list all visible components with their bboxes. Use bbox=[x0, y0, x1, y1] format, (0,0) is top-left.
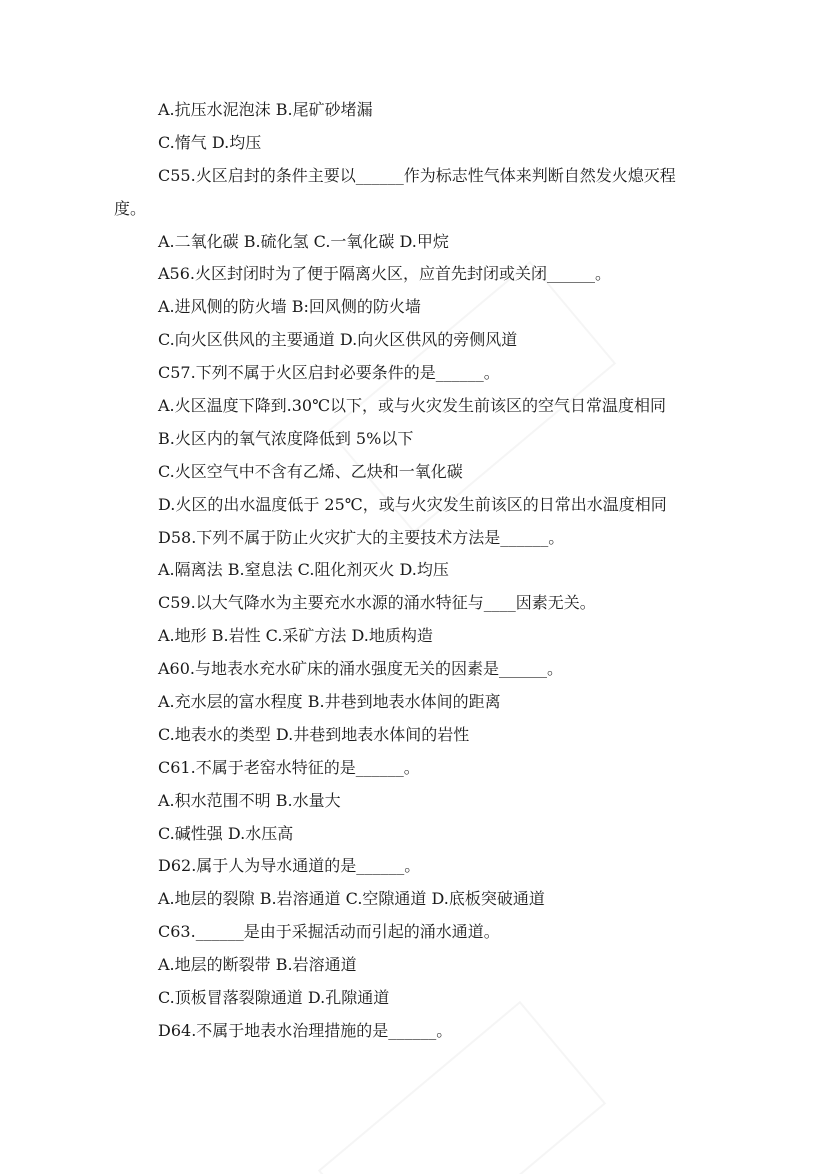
question-line: C55.火区启封的条件主要以______作为标志性气体来判断自然发火熄灭程 bbox=[158, 165, 676, 185]
question-line: D62.属于人为导水通道的是______。 bbox=[158, 856, 421, 876]
option-line: C.地表水的类型 D.井巷到地表水体间的岩性 bbox=[158, 724, 470, 744]
question-line: A60.与地表水充水矿床的涌水强度无关的因素是______。 bbox=[158, 659, 564, 679]
option-line: C.顶板冒落裂隙通道 D.孔隙通道 bbox=[158, 988, 390, 1008]
option-line: A.地层的裂隙 B.岩溶通道 C.空隙通道 D.底板突破通道 bbox=[158, 889, 545, 909]
option-line: A.隔离法 B.窒息法 C.阻化剂灭火 D.均压 bbox=[158, 560, 449, 580]
question-line: D64.不属于地表水治理措施的是______。 bbox=[158, 1020, 453, 1040]
option-line: A.积水范围不明 B.水量大 bbox=[158, 790, 341, 810]
option-line: A.地层的断裂带 B.岩溶通道 bbox=[158, 955, 357, 975]
option-line: A.进风侧的防火墙 B:回风侧的防火墙 bbox=[158, 297, 421, 317]
option-line: C.碱性强 D.水压高 bbox=[158, 823, 294, 843]
question-continuation-line: 度。 bbox=[114, 198, 147, 218]
question-line: C57.下列不属于火区启封必要条件的是______。 bbox=[158, 363, 500, 383]
option-line: C.惰气 D.均压 bbox=[158, 132, 262, 152]
option-line: A.二氧化碳 B.硫化氢 C.一氧化碳 D.甲烷 bbox=[158, 231, 449, 251]
option-line: C.向火区供风的主要通道 D.向火区供风的旁侧风道 bbox=[158, 330, 518, 350]
option-line: A.抗压水泥泡沫 B.尾矿砂堵漏 bbox=[158, 100, 373, 119]
option-line: A.充水层的富水程度 B.井巷到地表水体间的距离 bbox=[158, 692, 501, 712]
question-line: C61.不属于老窑水特征的是______。 bbox=[158, 757, 420, 777]
question-line: C59.以大气降水为主要充水水源的涌水特征与____因素无关。 bbox=[158, 593, 596, 613]
question-line: A56.火区封闭时为了便于隔离火区，应首先封闭或关闭______。 bbox=[158, 264, 612, 284]
question-text-block bbox=[0, 100, 830, 1054]
option-line: D.火区的出水温度低于 25℃，或与火灾发生前该区的日常出水温度相同 bbox=[158, 494, 667, 514]
option-line: B.火区内的氧气浓度降低到 5%以下 bbox=[158, 428, 414, 448]
option-line: A.地形 B.岩性 C.采矿方法 D.地质构造 bbox=[158, 626, 433, 646]
question-line: D58.下列不属于防止火灾扩大的主要技术方法是______。 bbox=[158, 527, 565, 547]
option-line: A.火区温度下降到.30℃以下，或与火灾发生前该区的空气日常温度相同 bbox=[158, 396, 666, 416]
question-line: C63.______是由于采掘活动而引起的涌水通道。 bbox=[158, 922, 500, 942]
option-line: C.火区空气中不含有乙烯、乙炔和一氧化碳 bbox=[158, 461, 463, 481]
